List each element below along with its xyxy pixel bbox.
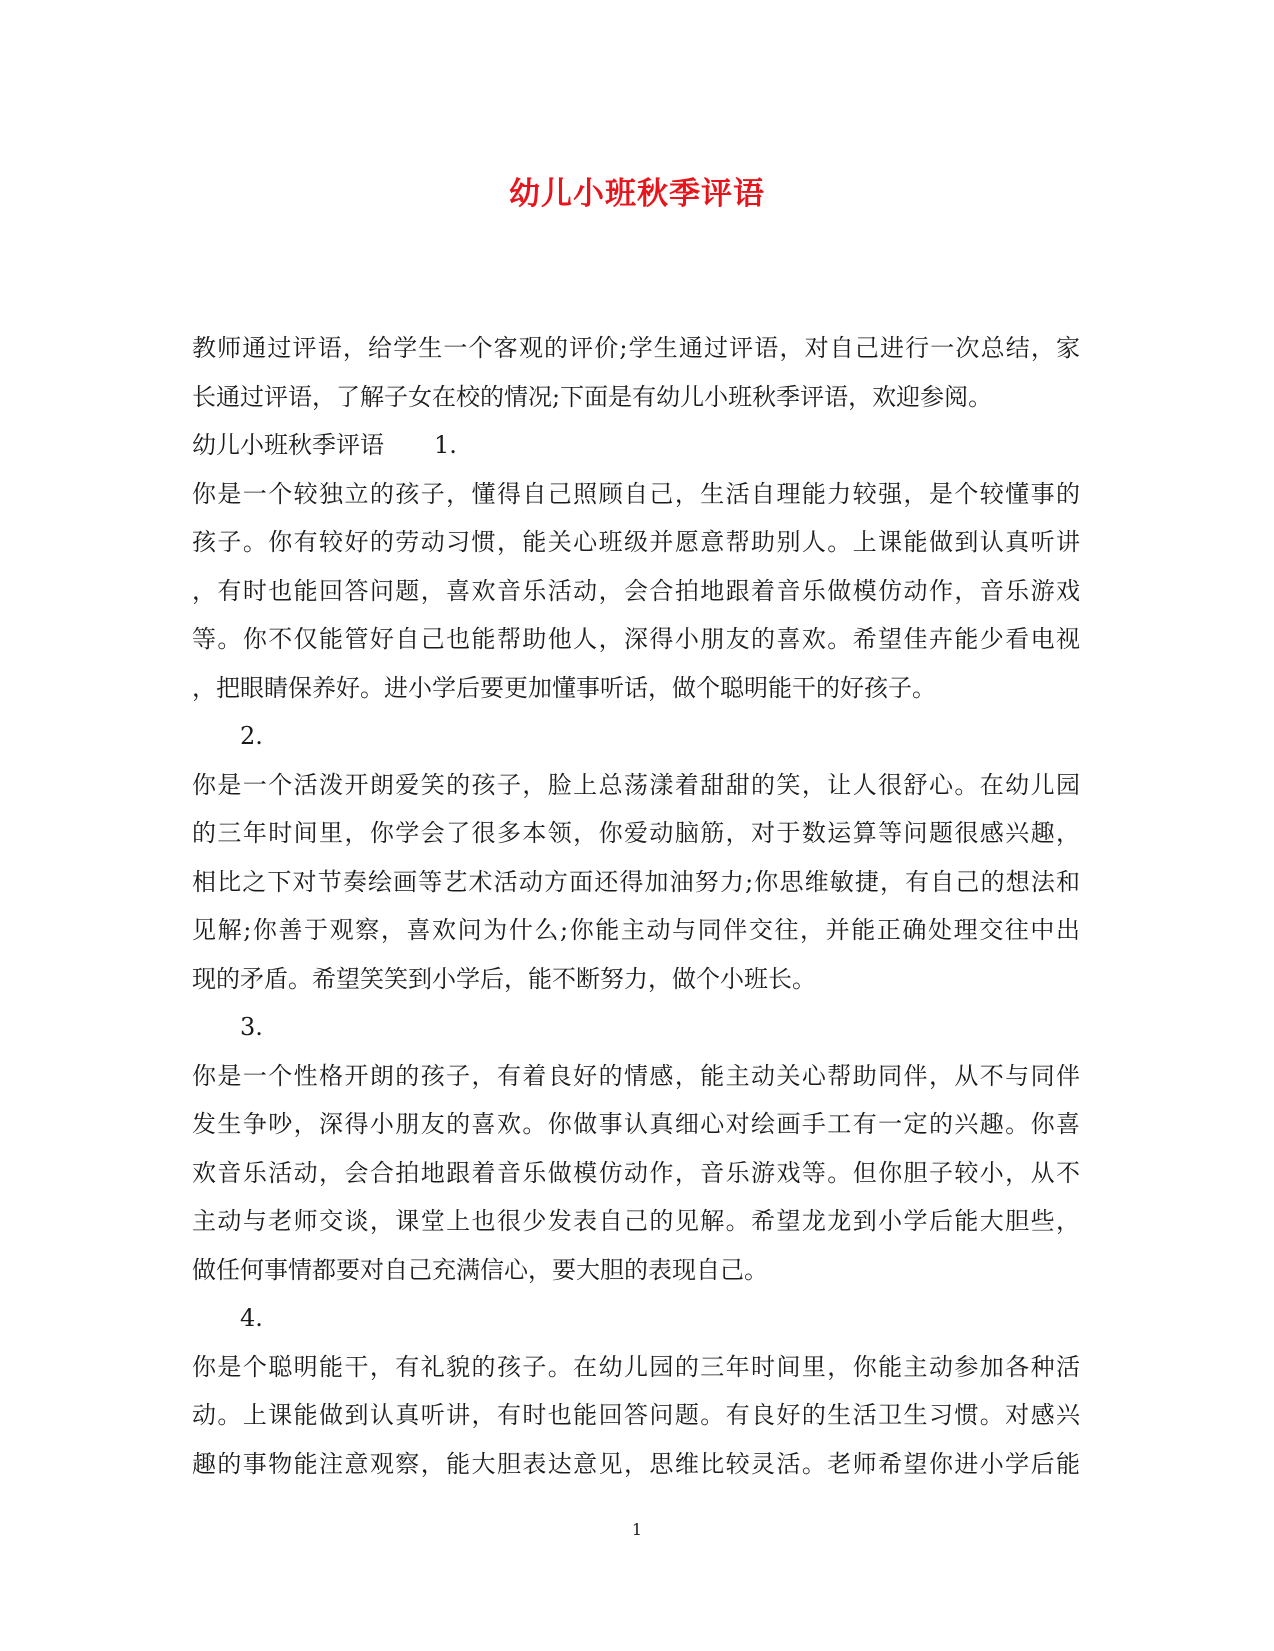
- paragraph-line: 相比之下对节奏绘画等艺术活动方面还得加油努力;你思维敏捷，有自己的想法和: [192, 867, 1080, 896]
- paragraph-line: 做任何事情都要对自己充满信心，要大胆的表现自己。: [192, 1255, 768, 1284]
- page-number: 1: [631, 1520, 643, 1539]
- paragraph-line: 等。你不仅能管好自己也能帮助他人，深得小朋友的喜欢。希望佳卉能少看电视: [192, 625, 1080, 653]
- paragraph-line: 趣的事物能注意观察，能大胆表达意见，思维比较灵活。老师希望你进小学后能: [192, 1449, 1080, 1478]
- paragraph-line: ，有时也能回答问题，喜欢音乐活动，会合拍地跟着音乐做模仿动作，音乐游戏: [192, 576, 1080, 605]
- paragraph-line: ，把眼睛保养好。进小学后要更加懂事听话，做个聪明能干的好孩子。: [192, 673, 936, 702]
- paragraph-line: 孩子。你有较好的劳动习惯，能关心班级并愿意帮助别人。上课能做到认真听讲: [192, 528, 1080, 556]
- section-heading: [192, 421, 1080, 470]
- paragraph-line: 欢音乐活动，会合拍地跟着音乐做模仿动作，音乐游戏等。但你胆子较小，从不: [192, 1158, 1080, 1187]
- paragraph-line: 主动与老师交谈，课堂上也很少发表自己的见解。希望龙龙到小学后能大胆些，: [192, 1207, 1080, 1235]
- paragraph-line: 你是一个较独立的孩子，懂得自己照顾自己，生活自理能力较强，是个较懂事的: [192, 479, 1080, 508]
- item-number: 1.: [434, 431, 457, 459]
- item-number: 4.: [240, 1304, 263, 1332]
- paragraph-line: 你是个聪明能干，有礼貌的孩子。在幼儿园的三年时间里，你能主动参加各种活: [192, 1352, 1080, 1381]
- intro-line: 教师通过评语，给学生一个客观的评价;学生通过评语，对自己进行一次总结，家: [192, 334, 1080, 362]
- item-number: 3.: [240, 1013, 263, 1041]
- section-heading-label: 幼儿小班秋季评语: [192, 431, 384, 459]
- paragraph-line: 的三年时间里，你学会了很多本领，你爱动脑筋，对于数运算等问题很感兴趣，: [192, 819, 1080, 847]
- paragraph-line: 现的矛盾。希望笑笑到小学后，能不断努力，做个小班长。: [192, 964, 816, 993]
- paragraph-line: 见解;你善于观察，喜欢问为什么;你能主动与同伴交往，并能正确处理交往中出: [192, 916, 1080, 944]
- paragraph-line: 你是一个活泼开朗爱笑的孩子，脸上总荡漾着甜甜的笑，让人很舒心。在幼儿园: [192, 770, 1080, 799]
- item-number: 2.: [240, 722, 263, 750]
- intro-line: 长通过评语，了解子女在校的情况;下面是有幼儿小班秋季评语，欢迎参阅。: [192, 382, 993, 411]
- paragraph-line: 动。上课能做到认真听讲，有时也能回答问题。有良好的生活卫生习惯。对感兴: [192, 1401, 1080, 1429]
- document-body: [192, 324, 1080, 1488]
- document-title: 幼儿小班秋季评语: [509, 176, 765, 212]
- paragraph-line: 你是一个性格开朗的孩子，有着良好的情感，能主动关心帮助同伴，从不与同伴: [192, 1061, 1080, 1090]
- paragraph-line: 发生争吵，深得小朋友的喜欢。你做事认真细心对绘画手工有一定的兴趣。你喜: [192, 1110, 1080, 1138]
